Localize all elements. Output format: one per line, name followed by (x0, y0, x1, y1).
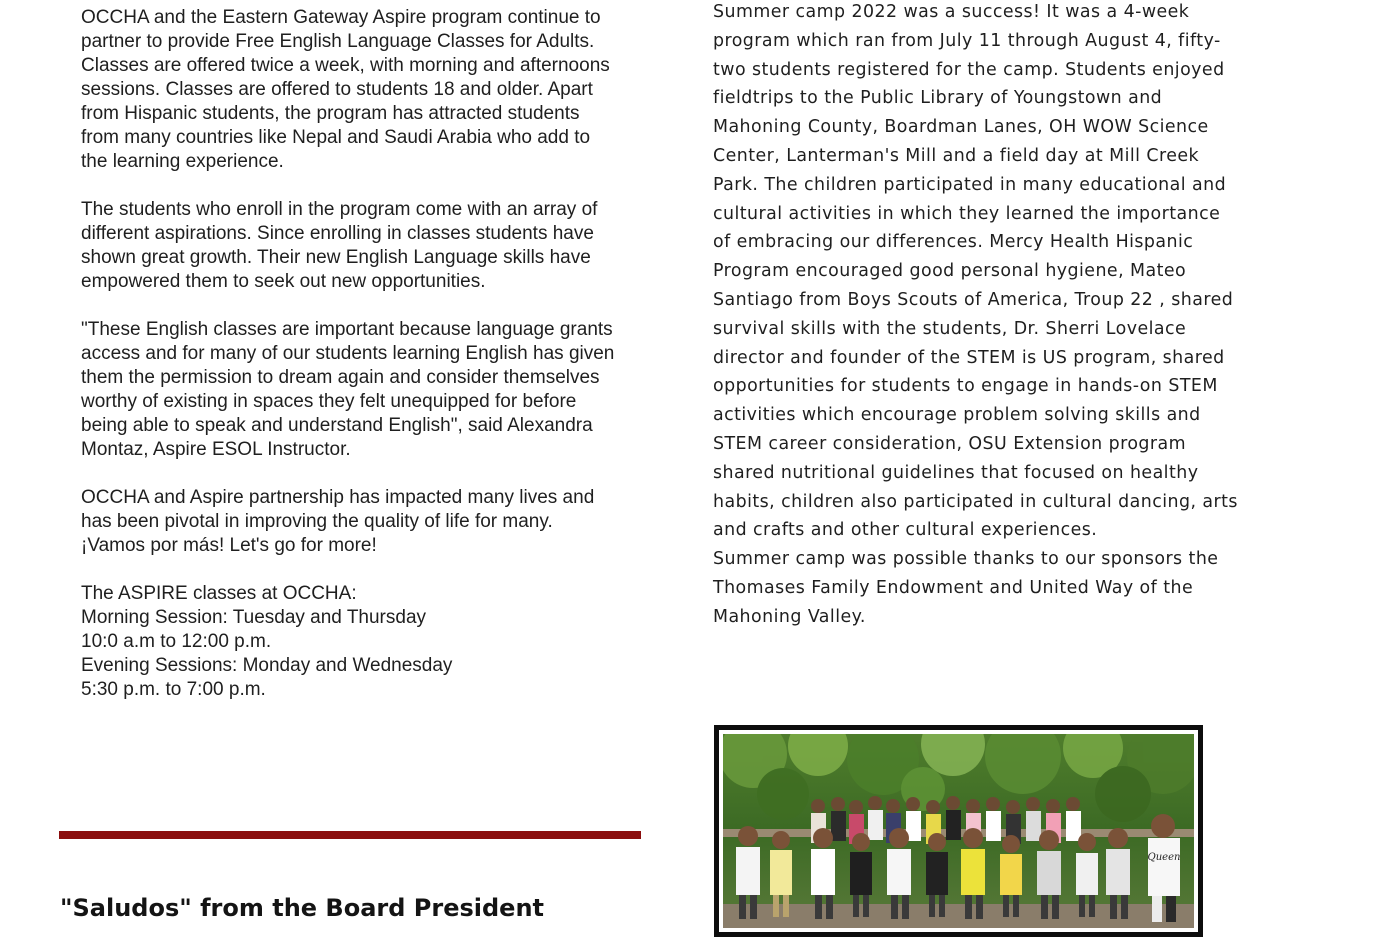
schedule-morning-label: Morning Session: Tuesday and Thursday (81, 607, 427, 628)
summer-camp-article (713, 0, 1243, 632)
class-schedule (81, 582, 621, 702)
summer-camp-photo (714, 725, 1203, 937)
section-divider (59, 831, 641, 839)
board-president-heading: "Saludos" from the Board President (60, 894, 545, 922)
article-paragraph-students: The students who enroll in the program come with an array of different aspirations. Since enrolling in classes students have shown great growth. Their new English Language skills have empowered them to seek out new opportunities. (81, 199, 598, 292)
article-paragraph-partnership: OCCHA and Aspire partnership has impacted many lives and has been pivotal in improving the quality of life for many. ¡Vamos por más! Let's go for more! (81, 487, 595, 556)
schedule-evening-time: 5:30 p.m. to 7:00 p.m. (81, 679, 266, 700)
summer-camp-paragraph: Summer camp 2022 was a success! It was a 4-week program which ran from July 11 through August 4, fifty-two students registered for the camp. Students enjoyed fieldtrips to the Public Library of Youngstown and Mahoning County, Boardman Lanes, OH WOW Science Center, Lanterman's Mill and a field day at Mill Creek Park. The children participated in many educational and cultural activities in which they learned the importance of embracing our differences. Mercy Health Hispanic Program encouraged good personal hygiene, Mateo Santiago from Boys Scouts of America, Troup 22 , shared survival skills with the students, Dr. Sherri Lovelace director and founder of the STEM is US program, shared opportunities for students to engage in hands-on STEM activities which encourage problem solving skills and STEM career consideration, OSU Extension program shared nutritional guidelines that focused on healthy habits, children also participated in cultural dancing, arts and crafts and other cultural experiences. (713, 2, 1238, 541)
article-paragraph-quote: "These English classes are important because language grants access and for many of our students learning English has given them the permission to dream again and consider themselves worthy of existing in spaces they felt unequipped for before being able to speak and understand English", said Alexandra Montaz, Aspire ESOL Instructor. (81, 319, 615, 460)
sponsors-paragraph: Summer camp was possible thanks to our sponsors the Thomases Family Endowment and United Way of the Mahoning Valley. (713, 549, 1219, 627)
group-photo-image (723, 734, 1194, 928)
schedule-evening-label: Evening Sessions: Monday and Wednesday (81, 655, 453, 676)
schedule-title: The ASPIRE classes at OCCHA: (81, 583, 357, 604)
article-paragraph-intro: OCCHA and the Eastern Gateway Aspire program continue to partner to provide Free English Language Classes for Adults. Classes are offered twice a week, with morning and afternoons sessions. Classes are offered to students 18 and older. Apart from Hispanic students, the program has attracted students from many countries like Nepal and Saudi Arabia who add to the learning experience. (81, 7, 610, 172)
aspire-article (81, 6, 621, 702)
shirt-lettering: Queen (1147, 852, 1181, 863)
schedule-morning-time: 10:0 a.m to 12:00 p.m. (81, 631, 272, 652)
